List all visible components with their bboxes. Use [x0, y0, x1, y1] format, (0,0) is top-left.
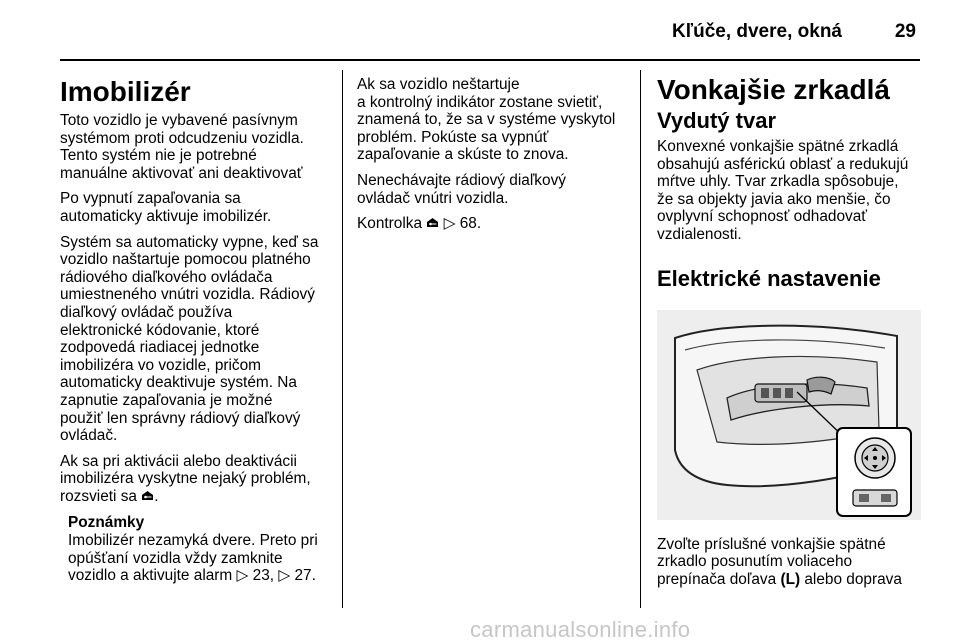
page-reference-arrow-icon: ▷︎: [443, 215, 456, 233]
page-link-27[interactable]: 27: [294, 567, 312, 585]
immobilizer-warning-icon: [141, 490, 154, 504]
page-header: [0, 0, 960, 62]
section-heading-immobilizer: Imobilizér: [60, 76, 191, 107]
note-text: Imobilizér nezamyká dvere. Preto pri opúšťaní vozidla vždy zamknite vozidlo a aktivujte alarm ▷︎ 23, ▷︎ 27.: [68, 532, 318, 585]
section-title: Kľúče, dvere, okná: [672, 21, 842, 42]
column-2: [357, 76, 629, 241]
column-divider-1: [342, 70, 343, 608]
column-1: [60, 68, 332, 593]
page-link-23[interactable]: 23: [252, 567, 270, 585]
door-panel-illustration: [657, 310, 921, 520]
subheading-convex: Vydutý tvar: [657, 108, 777, 133]
note-box: [68, 514, 332, 584]
page-reference-arrow-icon: ▷︎: [236, 567, 249, 585]
column-3: [657, 68, 925, 596]
paragraph: Konvexné vonkajšie spätné zrkadlá obsahujú asférickú oblasť a redukujú mŕtve uhly. Tvar zrkadla spôsobuje, že sa objekty javia ako menšie, čo ovplyvní schopnosť odhadovať vzdialenosti.: [657, 138, 909, 243]
paragraph: Toto vozidlo je vybavené pasívnym systémom proti odcudzeniu vozidla. Tento systém nie je potrebné manuálne aktivovať ani deaktivovať: [60, 112, 304, 182]
page-link-68[interactable]: 68: [459, 215, 477, 233]
paragraph: Systém sa automaticky vypne, keď sa vozidlo naštartuje pomocou platného rádiového diaľkového ovládača umiestneného vnútri vozidla. Rádiový diaľkový ovládač používa elektronické kódovanie, ktoré zodpovedá riadiacej jednotke imobilizéra vo vozidle, pričom automaticky deaktivuje systém. Na zapnutie zapaľovania je možné použiť len správny rádiový diaľkový ovládač.: [60, 233, 319, 445]
subheading-electric: Elektrické nastavenie: [657, 265, 881, 291]
paragraph: Kontrolka ▷︎ 68.: [357, 215, 482, 233]
paragraph: Ak sa vozidlo neštartuje a kontrolný indikátor zostane svietiť, znamená to, že sa v systéme vyskytol problém. Pokúste sa vypnúť zapaľovanie a skúste to znova.: [357, 76, 616, 164]
watermark: carmanualsonline.info: [470, 617, 691, 642]
paragraph: Zvoľte príslušné vonkajšie spätné zrkadlo posunutím voliaceho prepínača doľava (L) alebo doprava: [657, 535, 902, 588]
paragraph: Ak sa pri aktivácii alebo deaktivácii imobilizéra vyskytne nejaký problém, rozsvieti sa .: [60, 452, 311, 505]
page-number: 29: [894, 21, 916, 42]
paragraph: Nenechávajte rádiový diaľkový ovládač vnútri vozidla.: [357, 171, 566, 207]
page-reference-arrow-icon: ▷︎: [278, 567, 291, 585]
door-panel-drawing: [657, 310, 921, 520]
header-rule: [60, 59, 920, 61]
section-heading-mirrors: Vonkajšie zrkadlá: [657, 74, 890, 105]
note-title: Poznámky: [68, 514, 145, 532]
column-divider-2: [640, 70, 641, 608]
paragraph: Po vypnutí zapaľovania sa automaticky aktivuje imobilizér.: [60, 190, 272, 225]
immobilizer-warning-icon: [426, 215, 439, 232]
